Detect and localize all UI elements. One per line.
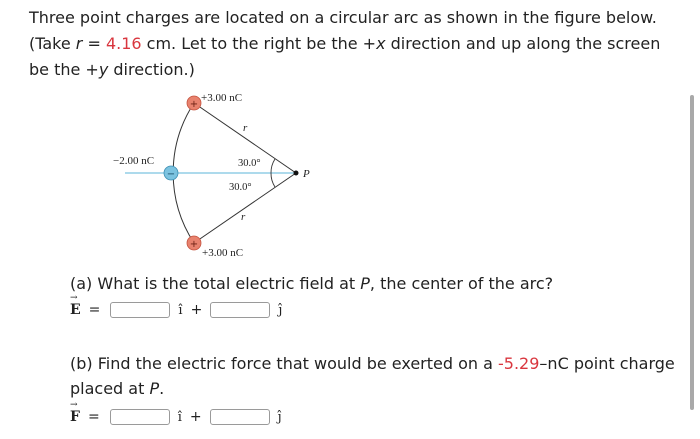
part-b-text-2: –nC point charge placed at: [70, 354, 675, 398]
part-b-j-component-input[interactable]: [210, 409, 270, 425]
r-label-top: r: [243, 122, 248, 134]
scrollbar[interactable]: [690, 95, 694, 410]
electric-field-vector-symbol: [70, 293, 81, 318]
part-a-answer-row: [70, 293, 290, 321]
part-a-point-symbol: P: [360, 274, 370, 293]
r-value: 4.16: [105, 34, 142, 53]
angle-arc-bottom: [271, 173, 275, 187]
top-charge-label: +3.00 nC: [201, 92, 243, 104]
i-hat-unit: î: [177, 409, 182, 425]
part-a-i-component-input[interactable]: [110, 302, 170, 318]
part-b-i-component-input[interactable]: [110, 409, 170, 425]
intro-text-3: direction and up along the screen be the +: [29, 34, 661, 79]
bottom-charge-sign: +: [189, 239, 199, 250]
left-charge-label: −2.00 nC: [113, 155, 155, 167]
r-symbol: r: [75, 34, 83, 53]
top-charge-sign: +: [189, 99, 199, 110]
r-label-bottom: r: [241, 211, 246, 223]
part-a-j-component-input[interactable]: [210, 302, 270, 318]
y-symbol: y: [98, 60, 109, 79]
point-p-dot: [294, 171, 299, 176]
part-b-plus: +: [189, 409, 202, 425]
intro-text-1: Three point charges are located on a circular arc as shown in the figure below. (Take: [29, 8, 657, 53]
vector-arrow-icon: →: [70, 400, 78, 410]
angle-arc-top: [271, 159, 275, 173]
angle-label-bottom: 30.0°: [229, 182, 252, 193]
force-letter: F: [70, 409, 80, 425]
part-b-text-1: (b) Find the electric force that would be exerted on a: [70, 354, 499, 373]
intro-text-4: direction.): [108, 60, 195, 79]
test-charge-value: -5.29: [498, 354, 540, 373]
charge-arc-figure: [110, 88, 330, 258]
part-b-answer-row: [70, 400, 290, 428]
part-a-text-1: (a) What is the total electric field at: [70, 274, 361, 293]
part-a-question: [70, 271, 685, 296]
j-hat-unit: ĵ: [278, 302, 283, 318]
force-vector-symbol: [70, 400, 80, 425]
bottom-charge-label: +3.00 nC: [202, 247, 244, 258]
vector-arrow-icon: →: [70, 293, 78, 303]
x-symbol: x: [376, 34, 386, 53]
part-a-text-2: , the center of the arc?: [369, 274, 554, 293]
electric-field-letter: E: [70, 302, 81, 318]
part-b-text-3: .: [159, 379, 165, 398]
part-a-equals: =: [88, 302, 101, 318]
part-b-question: [70, 351, 685, 401]
intro-text-2: cm. Let to the right be the +: [141, 34, 377, 53]
part-b-equals: =: [87, 409, 100, 425]
j-hat-unit: ĵ: [277, 409, 282, 425]
point-p-label: P: [303, 168, 310, 180]
intro-equals: =: [82, 34, 106, 53]
problem-statement: [29, 5, 684, 83]
angle-label-top: 30.0°: [238, 158, 261, 169]
part-b-point-symbol: P: [149, 379, 160, 398]
part-a-plus: +: [190, 302, 203, 318]
i-hat-unit: î: [178, 302, 183, 318]
left-charge-sign: −: [166, 169, 176, 180]
